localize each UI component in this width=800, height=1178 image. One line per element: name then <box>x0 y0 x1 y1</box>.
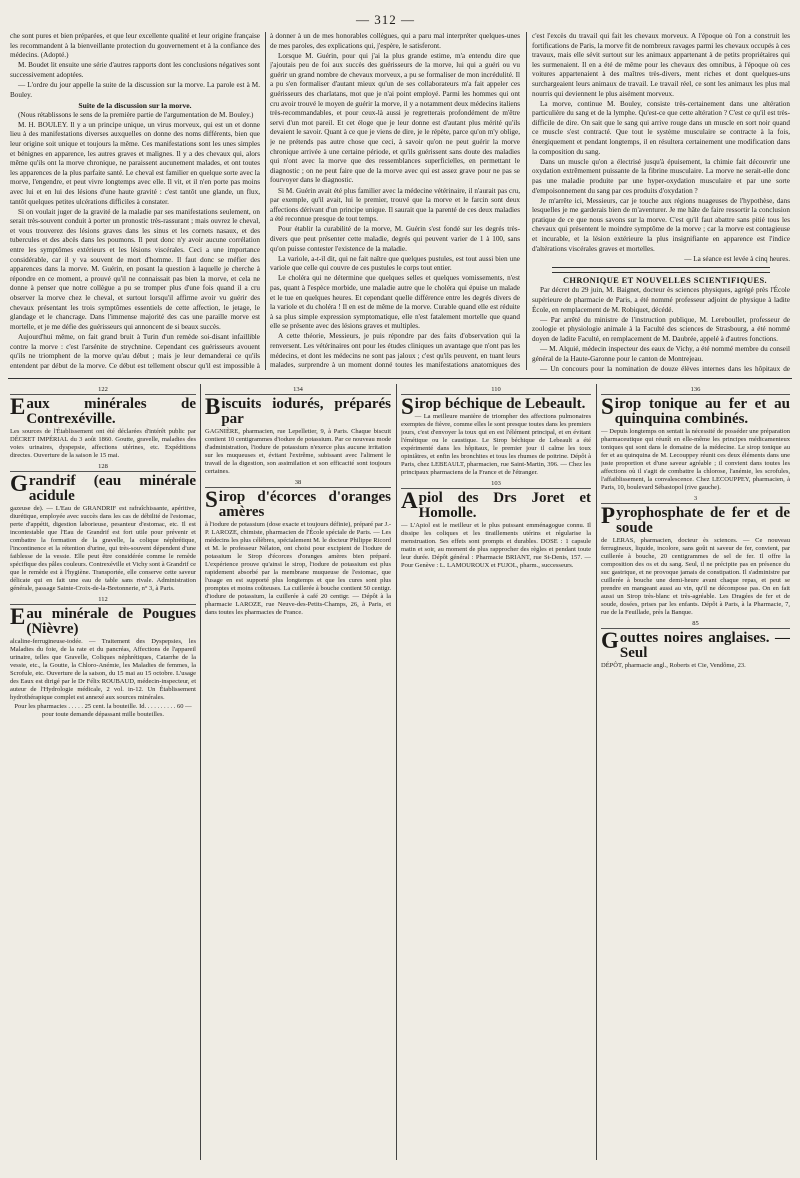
advertisement-divider <box>8 378 792 379</box>
page-number: — 312 — <box>356 12 415 27</box>
ad-title-initial: A <box>401 488 418 513</box>
ad-title-initial: E <box>10 394 26 419</box>
ad-title-initial: P <box>601 503 616 528</box>
ad-body <box>10 505 196 593</box>
ad-title-text: au minérale de Pougues (Nièvre) <box>26 606 196 637</box>
ad-number: 122 <box>10 386 196 395</box>
ad-body <box>601 662 790 670</box>
ad-title-text: aux minérales de Contrexéville. <box>26 396 196 427</box>
ad-title <box>401 394 591 419</box>
article-paragraph: c'est l'excès du travail qui fait les chevaux morveux. A l'époque où l'on a construit les fortifications de Paris, la morve fit de nombreux ravages parmi les chevaux occupés à ces travaux, mais elle sévit surtout sur les animaux appartenant à de petits propriétaires qui les surmenaient. Il en a été de même pour les chevaux des omnibus, à l'époque où ces voitures appartenaient à des maîtres très-divers, ment riches et dont quelques-uns surchargeaient leurs animaux de travail. Le travail réel, ce sont les animaux les plus mal nourris qui deviennent le plus aisément morveux. <box>532 32 790 98</box>
ad-text: gazeuse de). — L'Eau de GRANDRIF est rafraîchissante, apéritive, diurétique, employée avec succès dans les cas de débilité de l'estomac, perte d'appétit, digestion laborieuse, pesanteur d'estomac, etc. Il est incontestable que l'Eau de Grandrif est fort utile pour prévenir et combattre la formation de la gravelle, la colique néphrétique, l'incontinence et la rétention d'urine, qui très-souvent dépendent d'une faiblesse de la vessie. Elle peut être considérée comme le remède spécifique des pâles couleurs. Contrexéville et Vichy sont à Grandrif ce que le remède est à l'hygiène. Transportée, elle conserve cette saveur délicate qui en fait une eau de table sans rivale. Administration générale, passage Sainte-Croix-de-la-Bretonnerie, n° 3, à Paris. <box>10 505 196 592</box>
ad-number: 112 <box>10 596 196 605</box>
ad-body <box>10 638 196 702</box>
ad-number: 3 <box>601 495 790 504</box>
column-rule <box>265 32 266 370</box>
page-header <box>0 10 800 30</box>
ad-number: 128 <box>10 463 196 472</box>
news-item: — Par arrêté du ministre de l'instruction publique, M. Lereboullet, professeur de zoologie et physiologie animale à la Faculté des sciences de Strasbourg, a été nommé doyen de ladite Faculté, en remplacement de M. Daubrée, appelé à d'autres fonctions. <box>532 315 790 343</box>
article-paragraph: che sont pures et bien préparées, et que leur excellente qualité et leur origine française les recommandent à la bienveillante protection du gouvernement et à la confiance des médecins. (Adopté.) <box>10 32 260 60</box>
advertisement <box>401 480 591 570</box>
ad-number: 103 <box>401 480 591 489</box>
advertisement <box>10 386 196 460</box>
ad-title-initial: E <box>10 604 26 629</box>
article-paragraph: Lorsque M. Guérin, pour qui j'ai la plus grande estime, m'a entendu dire que j'ajoutais peu de foi aux succès des guérisseurs de la morve, lui qui a guéri ou vu guérir un grand nombre de chevaux morveux, a pu se formaliser de mon incrédulité. Il a pu s'en formaliser d'autant mieux qu'un de ses collaborateurs m'a fait appeler ces guérisseurs des charlatans, mot que je n'ai point employé. Parmi les hommes qui ont cru avoir trouvé le moyen de guérir la morve, il y a notamment deux médecins italiens très-recommandables, et pour ceux-là aussi je regretterais profondément de m'être servi d'un mot pareil. Et cet éloge que je leur donne est d'autant plus mérité qu'ils devaient le savoir. Quant à ce que je viens de dire, je le répète, parce qu'on m'y oblige, je ne prétends pas autre chose que ceci, à savoir qu'on ne peut guérir la morve chronique arrivée à une certaine période, et qu'ils guérissent sans doute des maladies qui n'ont avec la morve que des ressemblances superficielles, en permettant le diagnostic ; on ne peut faire que de la morve avec qui est assez grave pour ne pas se fourvoyer dans le diagnostic. <box>270 51 520 185</box>
ad-title-text: piol des Drs Joret et Homolle. <box>418 490 591 521</box>
ads-column-2 <box>205 384 391 1160</box>
article-paragraph: à donner à un de mes honorables collègues, qui a paru mal interpréter quelques-unes de mes paroles, des explications qui, j'espère, le satisferont. <box>270 32 520 50</box>
ad-title <box>10 471 196 504</box>
ad-title <box>401 488 591 521</box>
ad-body <box>10 428 196 460</box>
ad-body <box>401 413 591 477</box>
column-rule <box>526 32 527 370</box>
article-paragraph: La variole, a-t-il dit, qui ne fait naître que quelques pustules, est tout aussi bien une variole que celle qui couvre de ces pustules le corps tout entier. <box>270 254 520 273</box>
column-rule <box>596 384 597 1160</box>
article-paragraph: Dans un muscle qu'on a électrisé jusqu'à épuisement, la chimie fait découvrir une oxydation extrêmement puissante de la fibrine musculaire. La morve ne serait-elle donc pas une maladie produite par une hyper-oxydation musculaire et par une sorte d'empoisonnement du sang par ces produits d'oxydation ? <box>532 157 790 195</box>
ad-text: — La meilleure manière de triompher des affections pulmonaires exemptes de fièvre, comme elles le sont presque toutes dans les premiers jours, c'est d'envoyer la toux qui en est l'élément principal, et en évitant l'émétique ou le caustique. Le Sirop béchique de Lebeault a été expérimenté dans les hôpitaux, le premier jour il calme les toux opiniâtres, et enfin les bronchites et tous les rhumes de poitrine. Dépôt à Paris, chez LEBEAULT, pharmacien, rue Saint-Martin, 396. — Chez les principaux pharmaciens de la France et de l'étranger. <box>401 413 591 476</box>
ads-column-4 <box>601 384 790 1160</box>
advertisement <box>205 386 391 476</box>
ad-title-text: iscuits iodurés, préparés par <box>221 396 391 427</box>
ad-number: 134 <box>205 386 391 395</box>
article-paragraph: — L'ordre du jour appelle la suite de la discussion sur la morve. La parole est à M. Bouley. <box>10 80 260 99</box>
ad-body <box>205 521 391 617</box>
ad-body <box>205 428 391 476</box>
ad-number: 110 <box>401 386 591 395</box>
ad-text: Les sources de l'Établissement ont été déclarées d'intérêt public par DÉCRET IMPÉRIAL du 3 août 1860. Goutte, gravelle, maladies des voies urinaires, dyspepsie, affections utérines, etc. Expéditions directes. Ouverture de la saison le 15 mai. <box>10 428 196 459</box>
article-paragraph: Aujourd'hui même, on fait grand bruit à Turin d'un remède soi-disant infaillible contre la morve : c'est l'arsénite de strychnine. Cependant ces guérisseurs avouent qu'ils ne triomphent de la morve qu'au début ; mais je leur demanderai ce qu'ils entendent par début de la morve. Ce début est tellement obscur qu'il est impossible à <box>10 332 260 370</box>
advertisement <box>601 495 790 617</box>
article-paragraph: Si on voulait juger de la gravité de la maladie par ses manifestations seulement, on serait très-souvent conduit à porter un pronostic très-rassurant ; mais ouvrez le cheval, et vous trouverez des lésions graves dans les sinus et les cornets nasaux, et des tubercules et des abcès dans les poumons. Il peut donc n'y avoir aucune corrélation entre les symptômes extérieurs et les lésions viscérales. Ceci a une importance considérable, car il y va souvent de mort d'homme. Il faut donc se méfier des apparences dans la morve. M. Guérin, en posant la question à laquelle je cherche à répondre en ce moment, a prouvé qu'il ne connaissait pas bien la morve, et cela ne donne à penser que notre collègue a pu se tromper plus d'une fois quand il a cru observer la morve chez le cheval, et surtout lorsqu'il affirme avoir vu guérir des chevaux présentant les trois symptômes essentiels de cette affection, le jetage, le glandage et le chancrage. Dans l'immense majorité des cas une paraille morve est mortelle, et je me défie des guérisseurs qui annoncent de si beaux succès. <box>10 207 260 331</box>
advertisement <box>10 463 196 593</box>
article-paragraph: M. H. BOULEY. Il y a un principe unique, un virus morveux, qui est un et donne lieu à des manifestations diverses auxquelles on donne des noms différents, bien que leur origine soit unique et toujours la même. Ces manifestations sont les unes simples et bénignes en apparence, les autres graves et malignes. Il y a des chevaux qui, alors même qu'ils ont la morve chronique, ne paraissent aucunement malades, et ont toutes les apparences de la plus parfaite santé. Le cheval est familier en quelque sorte avec la morve, l'engendre, et peut vivre longtemps avec elle. Il vit, et il n'en porte pas moins avec lui et en lui des lésions d'une haute gravité : c'est tantôt une glande, un flux, tantôt quelques petites ulcérations difficiles à constater. <box>10 120 260 206</box>
article-paragraph: — La séance est levée à cinq heures. <box>684 254 790 263</box>
article-paragraph: M. Boudet lit ensuite une série d'autres rapports dont les conclusions négatives sont successivement adoptées. <box>10 61 260 79</box>
article-column-3 <box>532 32 790 374</box>
ad-title-text: randrif (eau minérale acidule <box>28 473 196 504</box>
advertisement <box>401 386 591 477</box>
article-paragraph: A cette théorie, Messieurs, je puis répondre par des faits d'observation qui la renversent. Les vétérinaires ont pour les études cliniques un avantage que n'ont pas les médecins, et dont les médecins ne sont pas jaloux ; c'est qu'ils peuvent, en tuant leurs malades, surprendre à un moment donné toutes les manifestations anatomiques des <box>270 332 520 370</box>
ad-text: à l'iodure de potassium (dose exacte et toujours définie), préparé par J.-P. LAROZE, chimiste, pharmacien de l'École spéciale de Paris. — Les médecins les plus célèbres, spécialement M. le docteur Philippe Ricord et M. le professeur Nélaton, ont choisi pour excipient de l'iodure de potassium le Sirop d'écorces d'oranges amères bien préparé. L'expérience prouve qu'ainsi le sirop, l'iodure de potassium est plus rapidement absorbé par la membrane muqueuse de l'estomac, que l'usage en est supporté plus longtemps et que les cures sont plus promptes et moins coûteuses. La cuillerée à bouche contient 50 centigr. d'iodure de potassium, la cuillerée à café 20 centigr. — Dépôt à la pharmacie LAROZE, rue Neuve-des-Petits-Champs, 26, à Paris, et dans toutes les pharmacies de France. <box>205 521 391 616</box>
ad-title-initial: B <box>205 394 221 419</box>
ad-title <box>205 487 391 520</box>
ad-title-initial: S <box>401 394 414 419</box>
ad-text: GAGNIÈRE, pharmacien, rue Lepelletier, 9, à Paris. Chaque biscuit contient 10 centigrammes d'iodure de potassium. Par ce nouveau mode d'administration, l'iodure de potassium n'exerce plus aucune irritation sur les muqueuses et, évitant l'extrême, subissant avec l'aliment le travail de la digestion, son assimilation et son efficacité sont toujours certaines. <box>205 428 391 475</box>
ad-number: 85 <box>601 620 790 629</box>
ad-number: 136 <box>601 386 790 395</box>
news-item: Par décret du 29 juin, M. Baignet, docteur ès sciences physiques, agrégé près l'École supérieure de pharmacie de Paris, a été nommé professeur adjoint de physique à ladite École, en remplacement de M. Robiquet, décédé. <box>532 286 790 314</box>
ad-number: 38 <box>205 479 391 488</box>
ad-title <box>601 503 790 536</box>
ad-title <box>10 604 196 637</box>
ad-title <box>601 628 790 661</box>
ad-title-initial: G <box>10 471 28 496</box>
ad-title <box>205 394 391 427</box>
article-column-2 <box>270 32 520 370</box>
article-paragraph: Pour établir la curabilité de la morve, M. Guérin s'est fondé sur les degrés très-divers que peut présenter cette maladie, degrés qui peuvent varier de 1 à 100, sans qu'on puisse contester l'existence de la maladie. <box>270 225 520 253</box>
news-item: — Un concours pour la nomination de douze élèves internes dans les hôpitaux de <box>540 364 790 373</box>
ad-title-text: outtes noires anglaises. — Seul <box>619 630 790 661</box>
ad-text: de LERAS, pharmacien, docteur ès sciences. — Ce nouveau ferrugineux, liquide, incolore, sans goût ni saveur de fer, convient, par cuillerée à bouche, 20 centigrammes de sel de fer. Il offre la composition des os et du sang. Seul, il ne précipite pas en présence du suc gastrique, et ne provoque jamais de constipation. Il s'administre par cuillerée à bouche une demi-heure avant chaque repas, et peut se prendre en mangeant aussi au vin, qu'il ne décompose pas. On en fait aussi un Sirop très-blanc et très-agréable. Les Dragées de fer et de soude, dosées, prises par les enfants. Dépôt à Paris, à la Pharmacie, 7, rue de la Feuillade, près la Banque. <box>601 537 790 616</box>
ad-title <box>10 394 196 427</box>
news-item: — M. Alquié, médecin inspecteur des eaux de Vichy, a été nommé membre du conseil général de la Haute-Garonne pour le canton de Montrejeau. <box>532 344 790 363</box>
ads-column-1 <box>10 384 196 1160</box>
ad-body <box>601 428 790 492</box>
article-paragraph: La morve, continue M. Bouley, consiste très-certainement dans une altération particulière du sang et de la lymphe. Qu'est-ce que cette altération ? C'est ce qu'il est très-difficile de dire. On sait que le sang qui arrive rouge dans un muscle en sort noir quand ce muscle s'est contracté. Que tout le système musculaire se contracte à la fois, énergiquement et pendant longtemps, il en résultera certainement une modification dans la composition du sang. <box>532 99 790 156</box>
ornamental-rule <box>552 267 770 273</box>
column-rule <box>396 384 397 1160</box>
ad-title-initial: S <box>601 394 614 419</box>
advertisement <box>10 596 196 719</box>
ad-title-text: yrophosphate de fer et de soude <box>616 505 790 536</box>
section-heading: CHRONIQUE ET NOUVELLES SCIENTIFIQUES. <box>562 276 768 286</box>
ad-title-initial: S <box>205 487 218 512</box>
ad-body <box>401 522 591 570</box>
ad-title-text: irop d'écorces d'oranges amères <box>218 489 391 520</box>
article-paragraph: Si M. Guérin avait été plus familier avec la médecine vétérinaire, il n'aurait pas cru, par exemple, qu'il avait, lui le premier, trouvé que la morve et le farcin sont deux affections dérivant d'un principe unique. Il saurait que la parenté de ces deux maladies a été reconnue presque de tout temps. <box>270 186 520 224</box>
ad-title-initial: G <box>601 628 619 653</box>
ad-text: — Depuis longtemps on sentait la nécessité de posséder une préparation pharmaceutique qui réunît en elle-même les principes médicamenteux toniques qui sont dans le domaine de la médecine. Le sirop tonique au fer et au quinquina de M. Lecouppey réunit ces deux éléments dans une juste proportion et d'une saveur agréable ; il convient dans toutes les affections où il s'agit de combattre la chlorose, l'anémie, les scrofules, l'affaiblissement, la convalescence. Chez LECOUPPEY, pharmacien, à Paris, 10, boulevard Sébastopol (rive gauche). <box>601 428 790 491</box>
ad-footer: Pour les pharmacies . . . . . 25 cent. la bouteille. Id. . . . . . . . . . 60 — pour toute demande dépassant mille bouteilles. <box>14 702 192 718</box>
ad-text: — L'Apiol est le meilleur et le plus puissant emménagogue connu. Il dissipe les coliques et les tiraillements utérins et régularise la menstruation. Ses effets sont prompts et durables. DOSE : 1 capsule matin et soir, au moment de plus rapprocher des règles et pendant toute leur durée. Dépôt général : Pharmacie BRIANT, rue St-Denis, 157. — Pour Genève : L. LAMOUROUX et FUJOL, pharm., successeurs. <box>401 522 591 569</box>
ad-text: alcaline-ferrugineuse-iodée. — Traitement des Dyspepsies, les Maladies du foie, de la rate et du pancréas, Affections de l'appareil urinaire, telles que Gravelle, Coliques néphrétiques, Catarrhe de la vessie, etc., la Goutte, la Chloro-Anémie, les Maladies de femmes, la Scrofule, etc. Ouverture de la saison, du 15 mai au 15 octobre. L'usage des Eaux est dirigé par le Dr Félix ROUBAUD, médecin-inspecteur, et auteur de l'Hydrologie médicale, 2 vol. in-12. Un Établissement hydrothérapique complet est annexé aux sources minérales. <box>10 638 196 701</box>
article-paragraph: Je m'arrête ici, Messieurs, car je touche aux régions nuageuses de l'hypothèse, dans lesquelles je me garderais bien de m'aventurer. Je me hâte de faire ressortir la conclusion pratique de ce que nous savons sur la morve. C'est qu'il faut abattre sans pitié tous les chevaux qui présentent le moindre symptôme de la morve ; car la morve est contagieuse et incurable, et la lésion extérieure la plus insignifiante en apparence est l'indice d'altérations viscérales graves et mortelles. <box>532 196 790 253</box>
ad-title-text: irop tonique au fer et au quinquina combinés. <box>614 396 790 427</box>
advertisement <box>601 620 790 670</box>
article-column-1 <box>10 32 260 370</box>
section-heading: Suite de la discussion sur la morve. <box>78 100 192 110</box>
ads-column-3 <box>401 384 591 1160</box>
ad-text: DÉPÔT, pharmacie angl., Roberts et Cie, Vendôme, 23. <box>601 662 746 669</box>
advertisement <box>205 479 391 617</box>
ad-title-text: irop béchique de Lebeault. <box>414 396 586 412</box>
ad-title <box>601 394 790 427</box>
article-paragraph: (Nous rétablissons le sens de la première partie de l'argumentation de M. Bouley.) <box>18 110 254 119</box>
article-paragraph: Le choléra qui ne détermine que quelques selles et quelques vomissements, n'est pas, quant à l'espèce morbide, une maladie autre que le choléra qui épuise un malade et le tue en quelques heures. Et cependant quelle différence entre les degrés divers de la variole et du choléra ! Il en est de même de la morve. Curable quand elle est réduite à sa plus simple expression symptomatique, elle n'est fatalement mortelle que quand elle se présente avec des lésions graves et multiples. <box>270 274 520 331</box>
column-rule <box>200 384 201 1160</box>
ad-body <box>601 537 790 617</box>
advertisement <box>601 386 790 492</box>
